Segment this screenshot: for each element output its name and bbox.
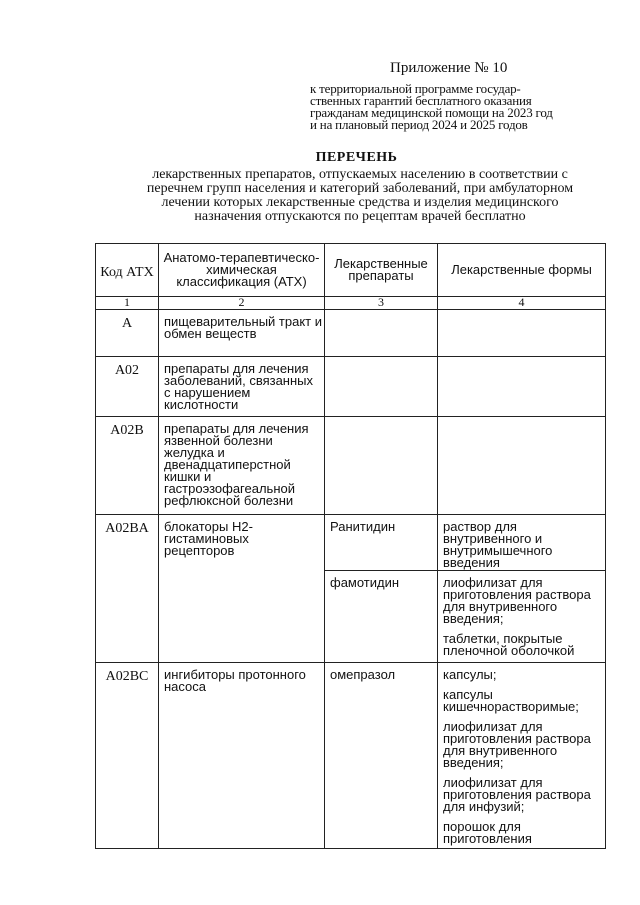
document-description <box>100 168 620 224</box>
forms-cell <box>438 310 606 357</box>
description-line: назначения отпускаются по рецептам врачей бесплатно <box>194 209 526 224</box>
atc-code-cell: A02BA <box>96 515 159 663</box>
dosage-form: лиофилизат для приготовления раствора для внутривенного введения; <box>443 575 591 626</box>
forms-cell <box>438 663 606 849</box>
table-header-row <box>96 244 606 297</box>
column-number: 3 <box>325 297 438 310</box>
dosage-form: раствор для внутривенного и внутримышечного введения <box>443 519 553 570</box>
dosage-form: лиофилизат для приготовления раствора для внутривенного введения; <box>443 719 591 770</box>
appendix-subtitle <box>310 83 553 131</box>
header-atc-classification: Анатомо-терапевтическо-химическая классификация (АТХ) <box>159 244 325 297</box>
table-row <box>96 310 606 357</box>
table-row <box>96 417 606 515</box>
atc-code-cell: A02B <box>96 417 159 515</box>
table-row <box>96 357 606 417</box>
column-number: 1 <box>96 297 159 310</box>
header-atc-code: Код АТХ <box>96 244 159 297</box>
table-number-row <box>96 297 606 310</box>
dosage-form: капсулы кишечнорастворимые; <box>443 687 579 714</box>
dosage-form: порошок для приготовления <box>443 819 532 846</box>
drug-list-table <box>95 243 606 849</box>
header-drugs: Лекарственные препараты <box>325 244 438 297</box>
atc-code-cell: A <box>96 310 159 357</box>
dosage-form: лиофилизат для приготовления раствора для инфузий; <box>443 775 591 814</box>
forms-cell <box>438 417 606 515</box>
table-row <box>96 663 606 849</box>
header-dosage-forms: Лекарственные формы <box>438 244 606 297</box>
appendix-subtitle-line: к территориальной программе государ- <box>310 81 521 96</box>
drug-cell <box>325 357 438 417</box>
drug-cell <box>325 310 438 357</box>
description-line: перечнем групп населения и категорий заболеваний, при амбулаторном <box>146 181 574 196</box>
forms-cell <box>438 571 606 663</box>
dosage-form: таблетки, покрытые пленочной оболочкой <box>443 631 575 658</box>
document-title: ПЕРЕЧЕНЬ <box>315 150 398 165</box>
forms-cell <box>438 515 606 571</box>
forms-cell <box>438 357 606 417</box>
atc-name-cell: препараты для лечения язвенной болезни желудка и двенадцатиперстной кишки и гастроэзофагеальной рефлюксной болезни <box>159 417 325 515</box>
appendix-subtitle-line: гражданам медицинской помощи на 2023 год <box>310 105 553 120</box>
drug-cell: фамотидин <box>325 571 438 663</box>
atc-name-cell: ингибиторы протонного насоса <box>159 663 325 849</box>
dosage-form: капсулы; <box>443 667 497 682</box>
appendix-subtitle-line: ственных гарантий бесплатного оказания <box>310 93 532 108</box>
drug-cell: Ранитидин <box>325 515 438 571</box>
table-row <box>96 515 606 571</box>
description-line: лечении которых лекарственные средства и изделия медицинского <box>161 195 559 210</box>
atc-name-cell: препараты для лечения заболеваний, связанных с нарушением кислотности <box>159 357 325 417</box>
drug-cell: омепразол <box>325 663 438 849</box>
description-line: лекарственных препаратов, отпускаемых населению в соответствии с <box>152 167 568 182</box>
atc-name-cell: блокаторы H2-гистаминовых рецепторов <box>159 515 325 663</box>
appendix-subtitle-line: и на плановый период 2024 и 2025 годов <box>310 117 528 132</box>
atc-name-cell: пищеварительный тракт и обмен веществ <box>159 310 325 357</box>
column-number: 2 <box>159 297 325 310</box>
appendix-number: Приложение № 10 <box>390 60 508 76</box>
column-number: 4 <box>438 297 606 310</box>
drug-cell <box>325 417 438 515</box>
atc-code-cell: A02 <box>96 357 159 417</box>
atc-code-cell: A02BC <box>96 663 159 849</box>
